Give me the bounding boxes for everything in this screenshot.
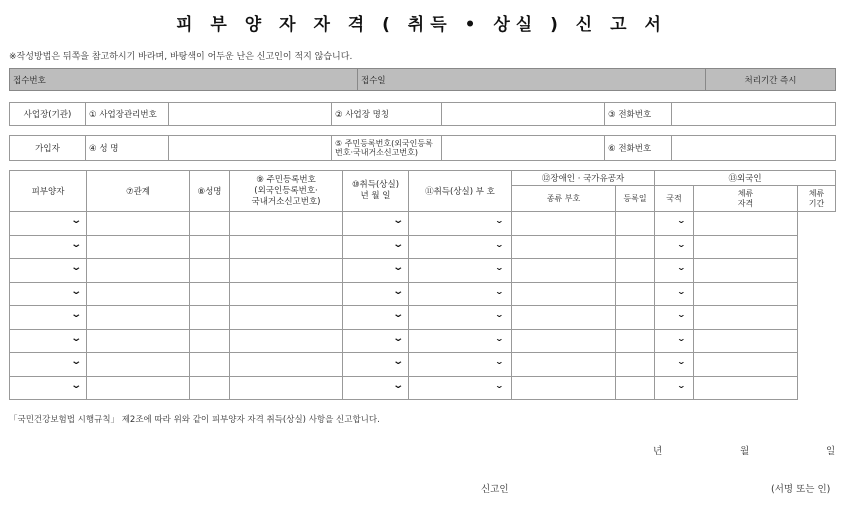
dependent-disabled-date-field[interactable] [512, 353, 616, 377]
dependent-acquisition-date-field[interactable] [230, 353, 343, 377]
subscriber-resident-no-field[interactable] [442, 136, 605, 161]
chevron-down-icon[interactable]: ⌄ [391, 356, 404, 368]
header-code: ⑪취득(상실) 부 호 [409, 171, 512, 212]
chevron-down-icon[interactable]: ⌄ [494, 239, 505, 249]
dependent-resident-no-field[interactable] [190, 306, 230, 330]
chevron-down-icon[interactable]: ⌄ [494, 357, 505, 367]
dependent-status-select[interactable] [655, 329, 694, 353]
dependent-status-select[interactable] [655, 212, 694, 236]
dependent-nationality-field[interactable] [616, 329, 655, 353]
dependent-disabled-code-select[interactable] [409, 376, 512, 400]
dependent-relation-select[interactable] [10, 235, 87, 259]
workplace-name-field[interactable] [442, 103, 605, 126]
dependent-disabled-code-select[interactable] [409, 353, 512, 377]
header-foreigner: ⑬외국인 [655, 171, 836, 186]
workplace-section-label: 사업장(기관) [10, 103, 86, 126]
subscriber-name-field[interactable] [169, 136, 332, 161]
receipt-date-label: 접수일 [358, 69, 706, 91]
workplace-mgmt-no-label: ① 사업장관리번호 [86, 103, 169, 126]
chevron-down-icon[interactable]: ⌄ [676, 239, 687, 249]
dependent-row [10, 282, 836, 306]
dependent-disabled-date-field[interactable] [512, 329, 616, 353]
chevron-down-icon[interactable]: ⌄ [69, 332, 82, 344]
dependent-stay-period-field[interactable] [694, 376, 798, 400]
chevron-down-icon[interactable]: ⌄ [494, 263, 505, 273]
chevron-down-icon[interactable]: ⌄ [69, 262, 82, 274]
dependent-status-select[interactable] [655, 376, 694, 400]
subscriber-phone-field[interactable] [672, 136, 836, 161]
dependent-disabled-date-field[interactable] [512, 306, 616, 330]
signer-label: 신고인 [481, 484, 509, 495]
dependent-relation-select[interactable] [10, 212, 87, 236]
dependent-status-select[interactable] [655, 235, 694, 259]
chevron-down-icon[interactable]: ⌄ [69, 356, 82, 368]
header-disabled: ⑫장애인 · 국가유공자 [512, 171, 655, 186]
chevron-down-icon[interactable]: ⌄ [494, 310, 505, 320]
dependent-nationality-field[interactable] [616, 259, 655, 283]
subscriber-table [9, 135, 836, 161]
dependent-acquisition-date-field[interactable] [230, 212, 343, 236]
dependent-disabled-date-field[interactable] [512, 376, 616, 400]
dependent-name-field[interactable] [87, 259, 190, 283]
header-relation: ⑦관계 [87, 171, 190, 212]
dependent-resident-no-field[interactable] [190, 282, 230, 306]
dependent-code-select[interactable] [343, 353, 409, 377]
dependent-nationality-field[interactable] [616, 235, 655, 259]
dependent-disabled-date-field[interactable] [512, 235, 616, 259]
header-disabled-date: 등록일 [616, 186, 655, 212]
dependent-name-field[interactable] [87, 353, 190, 377]
dependent-resident-no-field[interactable] [190, 259, 230, 283]
chevron-down-icon[interactable]: ⌄ [391, 332, 404, 344]
chevron-down-icon[interactable]: ⌄ [494, 380, 505, 390]
dependent-row [10, 306, 836, 330]
header-resident-no: ⑨ 주민등록번호 (외국인등록번호· 국내거소신고번호) [230, 171, 343, 212]
dependent-row [10, 235, 836, 259]
declaration-text: 「국민건강보험법 시행규칙」 제2조에 따라 위와 같이 피부양자 자격 취득(상실) 사항을 신고합니다. [9, 415, 380, 425]
dependent-disabled-code-select[interactable] [409, 259, 512, 283]
header-disabled-code: 종류 부호 [512, 186, 616, 212]
chevron-down-icon[interactable]: ⌄ [676, 310, 687, 320]
subscriber-name-label: ④ 성 명 [86, 136, 169, 161]
dependents-table [9, 170, 836, 400]
dependent-relation-select[interactable] [10, 353, 87, 377]
dependent-stay-period-field[interactable] [694, 235, 798, 259]
dependent-acquisition-date-field[interactable] [230, 329, 343, 353]
dependent-code-select[interactable] [343, 282, 409, 306]
dependent-resident-no-field[interactable] [190, 329, 230, 353]
workplace-mgmt-no-field[interactable] [169, 103, 332, 126]
date-day-label: 일 [826, 446, 836, 457]
dependent-disabled-date-field[interactable] [512, 212, 616, 236]
dependent-relation-select[interactable] [10, 306, 87, 330]
chevron-down-icon[interactable]: ⌄ [676, 286, 687, 296]
dependent-disabled-code-select[interactable] [409, 306, 512, 330]
chevron-down-icon[interactable]: ⌄ [494, 333, 505, 343]
header-status: 체류 자격 [694, 186, 798, 212]
dependent-disabled-code-select[interactable] [409, 329, 512, 353]
dependent-relation-select[interactable] [10, 329, 87, 353]
subscriber-phone-label: ⑥ 전화번호 [605, 136, 672, 161]
dependent-stay-period-field[interactable] [694, 212, 798, 236]
dependent-row [10, 329, 836, 353]
dependent-code-select[interactable] [343, 376, 409, 400]
chevron-down-icon[interactable]: ⌄ [391, 238, 404, 250]
dependent-stay-period-field[interactable] [694, 282, 798, 306]
header-name: ⑧성명 [190, 171, 230, 212]
dependent-resident-no-field[interactable] [190, 376, 230, 400]
dependent-code-select[interactable] [343, 259, 409, 283]
dependent-disabled-date-field[interactable] [512, 282, 616, 306]
dependent-name-field[interactable] [87, 282, 190, 306]
dependent-row [10, 259, 836, 283]
chevron-down-icon[interactable]: ⌄ [494, 286, 505, 296]
chevron-down-icon[interactable]: ⌄ [69, 285, 82, 297]
form-title: 피 부 양 자 자 격 ( 취득 • 상실 ) 신 고 서 [176, 15, 667, 35]
chevron-down-icon[interactable]: ⌄ [391, 379, 404, 391]
dependent-stay-period-field[interactable] [694, 306, 798, 330]
workplace-phone-label: ③ 전화번호 [605, 103, 672, 126]
dependent-resident-no-field[interactable] [190, 212, 230, 236]
chevron-down-icon[interactable]: ⌄ [391, 285, 404, 297]
subscriber-resident-no-label: ⑤ 주민등록번호(외국인등록번호·국내거소신고번호) [332, 136, 442, 161]
chevron-down-icon[interactable]: ⌄ [69, 309, 82, 321]
dependent-name-field[interactable] [87, 376, 190, 400]
dependent-row [10, 376, 836, 400]
dependent-name-field[interactable] [87, 306, 190, 330]
dependent-nationality-field[interactable] [616, 353, 655, 377]
dependent-relation-select[interactable] [10, 282, 87, 306]
dependent-acquisition-date-field[interactable] [230, 235, 343, 259]
chevron-down-icon[interactable]: ⌄ [676, 216, 687, 226]
dependent-code-select[interactable] [343, 235, 409, 259]
date-year-label: 년 [653, 446, 663, 457]
dependent-resident-no-field[interactable] [190, 353, 230, 377]
workplace-name-label: ② 사업장 명칭 [332, 103, 442, 126]
signature-label: (서명 또는 인) [771, 484, 831, 495]
dependent-stay-period-field[interactable] [694, 259, 798, 283]
dependent-name-field[interactable] [87, 329, 190, 353]
workplace-table [9, 102, 836, 126]
chevron-down-icon[interactable]: ⌄ [676, 263, 687, 273]
dependent-code-select[interactable] [343, 329, 409, 353]
dependent-acquisition-date-field[interactable] [230, 376, 343, 400]
dependent-code-select[interactable] [343, 212, 409, 236]
dependent-name-field[interactable] [87, 212, 190, 236]
workplace-phone-field[interactable] [672, 103, 836, 126]
chevron-down-icon[interactable]: ⌄ [391, 215, 404, 227]
chevron-down-icon[interactable]: ⌄ [676, 333, 687, 343]
dependent-resident-no-field[interactable] [190, 235, 230, 259]
dependent-status-select[interactable] [655, 259, 694, 283]
dependent-relation-select[interactable] [10, 376, 87, 400]
dependent-disabled-date-field[interactable] [512, 259, 616, 283]
chevron-down-icon[interactable]: ⌄ [391, 309, 404, 321]
chevron-down-icon[interactable]: ⌄ [69, 215, 82, 227]
chevron-down-icon[interactable]: ⌄ [69, 379, 82, 391]
dependent-disabled-code-select[interactable] [409, 212, 512, 236]
dependent-status-select[interactable] [655, 282, 694, 306]
dependents-section-label: 피부양자 [10, 171, 87, 212]
chevron-down-icon[interactable]: ⌄ [494, 216, 505, 226]
dependent-row [10, 353, 836, 377]
dependent-nationality-field[interactable] [616, 282, 655, 306]
subscriber-section-label: 가입자 [10, 136, 86, 161]
instruction-note: ※작성방법은 뒤쪽을 참고하시기 바라며, 바탕색이 어두운 난은 신고인이 적지 않습니다. [9, 52, 353, 62]
dependent-name-field[interactable] [87, 235, 190, 259]
dependent-nationality-field[interactable] [616, 212, 655, 236]
chevron-down-icon[interactable]: ⌄ [69, 238, 82, 250]
dependent-disabled-code-select[interactable] [409, 282, 512, 306]
dependent-stay-period-field[interactable] [694, 353, 798, 377]
header-nationality: 국적 [655, 186, 694, 212]
receipt-number-label: 접수번호 [10, 69, 358, 91]
processing-period-label: 처리기간 즉시 [706, 69, 836, 91]
dependent-acquisition-date-field[interactable] [230, 306, 343, 330]
chevron-down-icon[interactable]: ⌄ [676, 357, 687, 367]
chevron-down-icon[interactable]: ⌄ [676, 380, 687, 390]
dependent-status-select[interactable] [655, 353, 694, 377]
dependent-stay-period-field[interactable] [694, 329, 798, 353]
dependent-acquisition-date-field[interactable] [230, 282, 343, 306]
dependent-nationality-field[interactable] [616, 306, 655, 330]
date-month-label: 월 [740, 446, 750, 457]
dependent-code-select[interactable] [343, 306, 409, 330]
dependent-disabled-code-select[interactable] [409, 235, 512, 259]
chevron-down-icon[interactable]: ⌄ [391, 262, 404, 274]
dependent-nationality-field[interactable] [616, 376, 655, 400]
header-date: ⑩취득(상실) 년 월 일 [343, 171, 409, 212]
header-stay-period: 체류 기간 [798, 186, 836, 212]
receipt-table [9, 68, 836, 91]
dependent-relation-select[interactable] [10, 259, 87, 283]
dependent-status-select[interactable] [655, 306, 694, 330]
dependent-row [10, 212, 836, 236]
dependent-acquisition-date-field[interactable] [230, 259, 343, 283]
